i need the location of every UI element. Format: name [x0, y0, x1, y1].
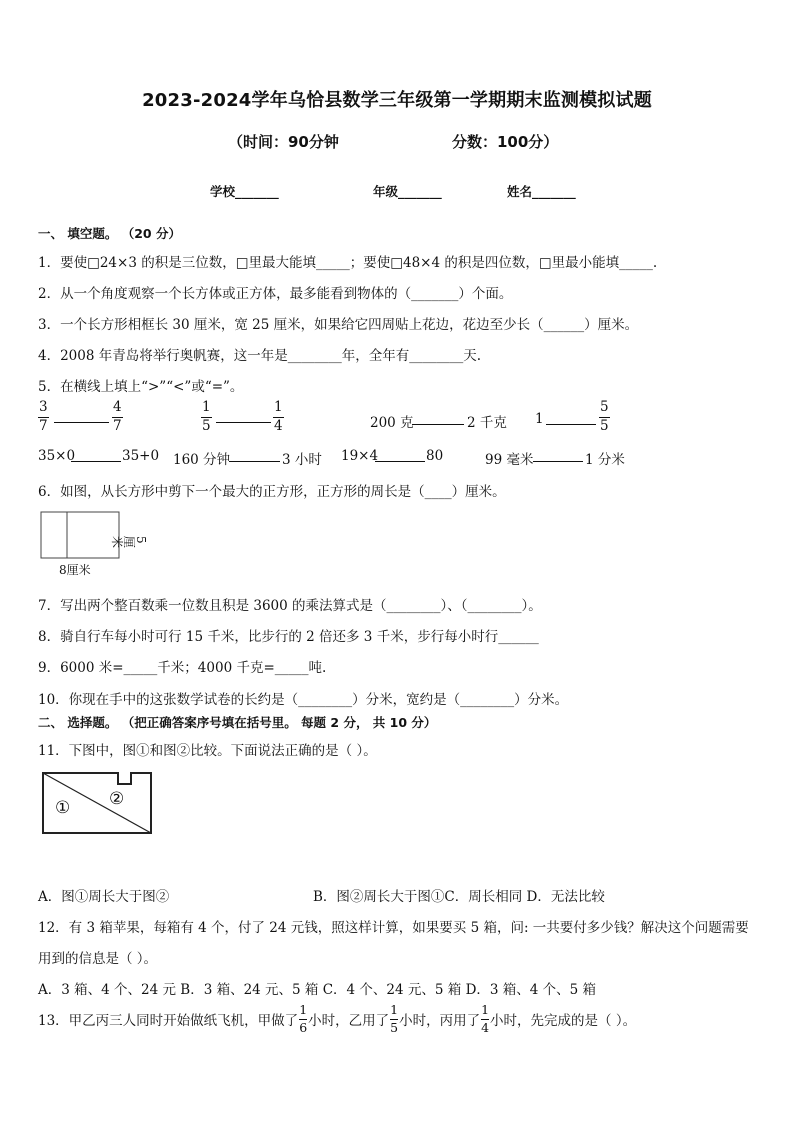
page-title: 2023-2024学年乌恰县数学三年级第一学期期末监测模拟试题 — [142, 90, 652, 111]
section-1-heading: 一、 填空题。 （20 分） — [38, 226, 181, 241]
question-12-options: A．3 箱、4 个、24 元 B．3 箱、24 元、5 箱 C．4 个、24 元、5 箱 D．3 箱、4 个、5 箱 — [38, 982, 597, 998]
answer-blank[interactable] — [412, 424, 464, 425]
compare-1dm: 1 分米 — [585, 452, 625, 468]
fraction-1-5: 1 5 — [202, 399, 211, 434]
compare-35x0: 35×0 — [38, 448, 76, 464]
question-7: 7．写出两个整百数乘一位数且积是 3600 的乘法算式是（________）、（________）。 — [38, 598, 542, 614]
options-bcd: B．图②周长大于图①C．周长相同 D．无法比较 — [313, 889, 605, 905]
question-12-line2: 用到的信息是（ ）。 — [38, 951, 158, 967]
question-9: 9．6000 米=_____千米；4000 千克=_____吨. — [38, 660, 327, 676]
answer-blank[interactable] — [533, 461, 583, 462]
question-6: 6．如图，从长方形中剪下一个最大的正方形，正方形的周长是（____）厘米。 — [38, 484, 506, 500]
question-11: 11．下图中，图①和图②比较。下面说法正确的是（ ）。 — [38, 743, 377, 759]
answer-blank[interactable] — [71, 461, 121, 462]
shape-label-2: ② — [109, 789, 125, 809]
section-2-heading: 二、 选择题。 （把正确答案序号填在括号里。 每题 2 分， 共 10 分） — [38, 715, 437, 730]
compare-99mm: 99 毫米 — [485, 452, 534, 468]
option-a: A．图①周长大于图② — [38, 889, 170, 905]
compare-2kg: 2 千克 — [467, 415, 507, 431]
compare-35plus0: 35+0 — [122, 448, 160, 464]
height-label: 5厘米 — [110, 536, 148, 549]
grade-field: 年级_______ — [373, 184, 442, 199]
fraction-3-7: 3 7 — [39, 399, 48, 434]
fraction-5-5: 5 5 — [600, 399, 609, 434]
fraction-1-6: 1 6 — [299, 1002, 308, 1035]
score-info: 分数：100分） — [452, 133, 559, 151]
compare-3h: 3 小时 — [282, 452, 322, 468]
compare-200g: 200 克 — [370, 415, 414, 431]
answer-blank[interactable] — [546, 424, 596, 425]
fraction-4-7: 4 7 — [113, 399, 122, 434]
question-13: 13．甲乙丙三人同时开始做纸飞机，甲做了 1 6 小时，乙用了 1 5 小时，丙用了 1 4 小时，先完成的是（ ）。 — [38, 1002, 637, 1035]
question-1: 1．要使□24×3 的积是三位数，□里最大能填_____；要使□48×4 的积是四位数，□里最小能填_____. — [38, 255, 658, 271]
school-field: 学校_______ — [210, 184, 279, 199]
name-field: 姓名_______ — [507, 184, 576, 199]
compare-19x4: 19×4 — [341, 448, 379, 464]
answer-blank[interactable] — [375, 461, 425, 462]
shape-label-1: ① — [55, 798, 71, 818]
compare-1: 1 — [535, 411, 544, 427]
question-3: 3．一个长方形相框长 30 厘米，宽 25 厘米，如果给它四周贴上花边，花边至少长（______）厘米。 — [38, 317, 639, 333]
answer-blank[interactable] — [54, 422, 109, 423]
compare-160min: 160 分钟 — [173, 452, 231, 468]
question-2: 2．从一个角度观察一个长方体或正方体，最多能看到物体的（_______）个面。 — [38, 286, 513, 302]
width-label: 8厘米 — [59, 563, 91, 577]
answer-blank[interactable] — [229, 461, 280, 462]
compare-80: 80 — [426, 448, 444, 464]
question-10: 10．你现在手中的这张数学试卷的长约是（________）分米，宽约是（________）分米。 — [38, 692, 569, 708]
question-5: 5．在横线上填上“>”“<”或“=”。 — [38, 379, 244, 395]
fraction-1-5: 1 5 — [390, 1002, 399, 1035]
question-12-line1: 12．有 3 箱苹果，每箱有 4 个，付了 24 元钱，照这样计算，如果要买 5 箱，问: 一共要付多少钱？解决这个问题需要 — [38, 920, 749, 936]
time-info: （时间：90分钟 — [228, 133, 339, 151]
question-4: 4．2008 年青岛将举行奥帆赛，这一年是________年，全年有________天. — [38, 348, 482, 364]
answer-blank[interactable] — [216, 422, 271, 423]
fraction-1-4: 1 4 — [481, 1002, 490, 1035]
fraction-1-4: 1 4 — [274, 399, 283, 434]
question-8: 8．骑自行车每小时可行 15 千米，比步行的 2 倍还多 3 千米，步行每小时行______ — [38, 629, 539, 645]
